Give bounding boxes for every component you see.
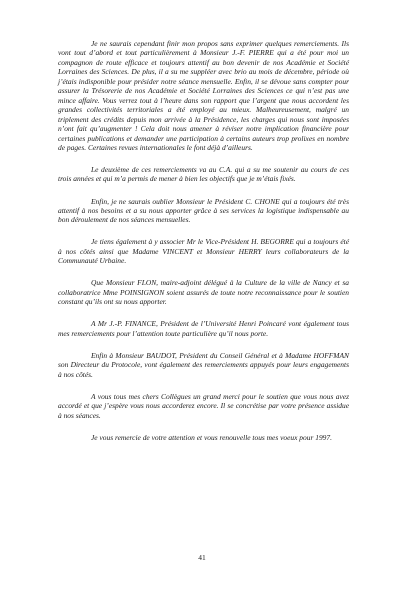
paragraph-thanks-colleagues: A vous tous mes chers Collègues un grand merci pour le soutien que vous nous avez accordé et que j’espère vous nous accorderez encore. Il se concrétise par votre présence assidue à nos séances. bbox=[58, 391, 349, 420]
paragraph-thanks-treasurer: Je ne saurais cependant finir mon propos sans exprimer quelques remerciements. Ils vont tout d’abord et tout particulièrement à Monsieur J.-F. PIERRE qui a été pour moi un compagnon de route efficace et toujours attentif au bon devenir de nos Académie et Société Lorraines des Sciences. De plus, il a su me suppléer avec brio au mois de décembre, période où j’étais indisponible pour présider notre séance mensuelle. Enfin, il se dévoue sans compter pour assurer la Trésorerie de nos Académie et Société Lorraines des Sciences ce qui n’est pas une mince affaire. Vous verrez tout à l’heure dans son rapport que l’argent que nous accordent les grandes collectivités territoriales a été employé au mieux. Malheureusement, malgré un triplement des crédits depuis mon arrivée à la Présidence, les charges qui nous sont imposées n’ont fait qu’augmenter ! Cela doit nous amener à réviser notre implication financière pour certaines publications et demander une participation à certains auteurs trop prolixes en nombre de pages. Certaines revues internationales le font déjà d’ailleurs. bbox=[58, 39, 349, 152]
page-number: 41 bbox=[198, 553, 206, 562]
paragraph-thanks-culture-deputy: Que Monsieur FLON, maire-adjoint délégué à la Culture de la ville de Nancy et sa collaboratrice Mme POINSIGNON soient assurés de toute notre reconnaissance pour le soutien constant qu’ils ont su nous apporter. bbox=[58, 278, 349, 307]
paragraph-thanks-board: Le deuxième de ces remerciements va au C.A. qui a su me soutenir au cours de ces trois années et qui m’a permis de mener à bien les objectifs que je m’étais fixés. bbox=[58, 165, 349, 184]
paragraph-closing: Je vous remercie de votre attention et vous renouvelle tous mes voeux pour 1997. bbox=[91, 432, 332, 442]
paragraph-thanks-university: A Mr J.-P. FINANCE, Président de l’Université Henri Poincaré vont également tous mes remerciements pour l’attention toute particulière qu’il nous porte. bbox=[58, 319, 349, 338]
paragraph-thanks-president-chone: Enfin, je ne saurais oublier Monsieur le Président C. CHONE qui a toujours été très attentif à nos besoins et a su nous apporter grâce à ses services la logistique indispensable au bon déroulement de nos séances mensuelles. bbox=[58, 196, 349, 225]
body-text bbox=[58, 39, 349, 442]
paragraph-thanks-vice-president: Je tiens également à y associer Mr le Vice-Président H. BEGORRE qui a toujours été à nos côtés ainsi que Madame VINCENT et Monsieur HERRY leurs collaborateurs de la Communauté Urbaine. bbox=[58, 237, 349, 266]
paragraph-thanks-general-council: Enfin à Monsieur BAUDOT, Président du Conseil Général et à Madame HOFFMAN son Directeur du Protocole, vont également des remerciements appuyés pour leurs engagements à nos côtés. bbox=[58, 350, 349, 379]
